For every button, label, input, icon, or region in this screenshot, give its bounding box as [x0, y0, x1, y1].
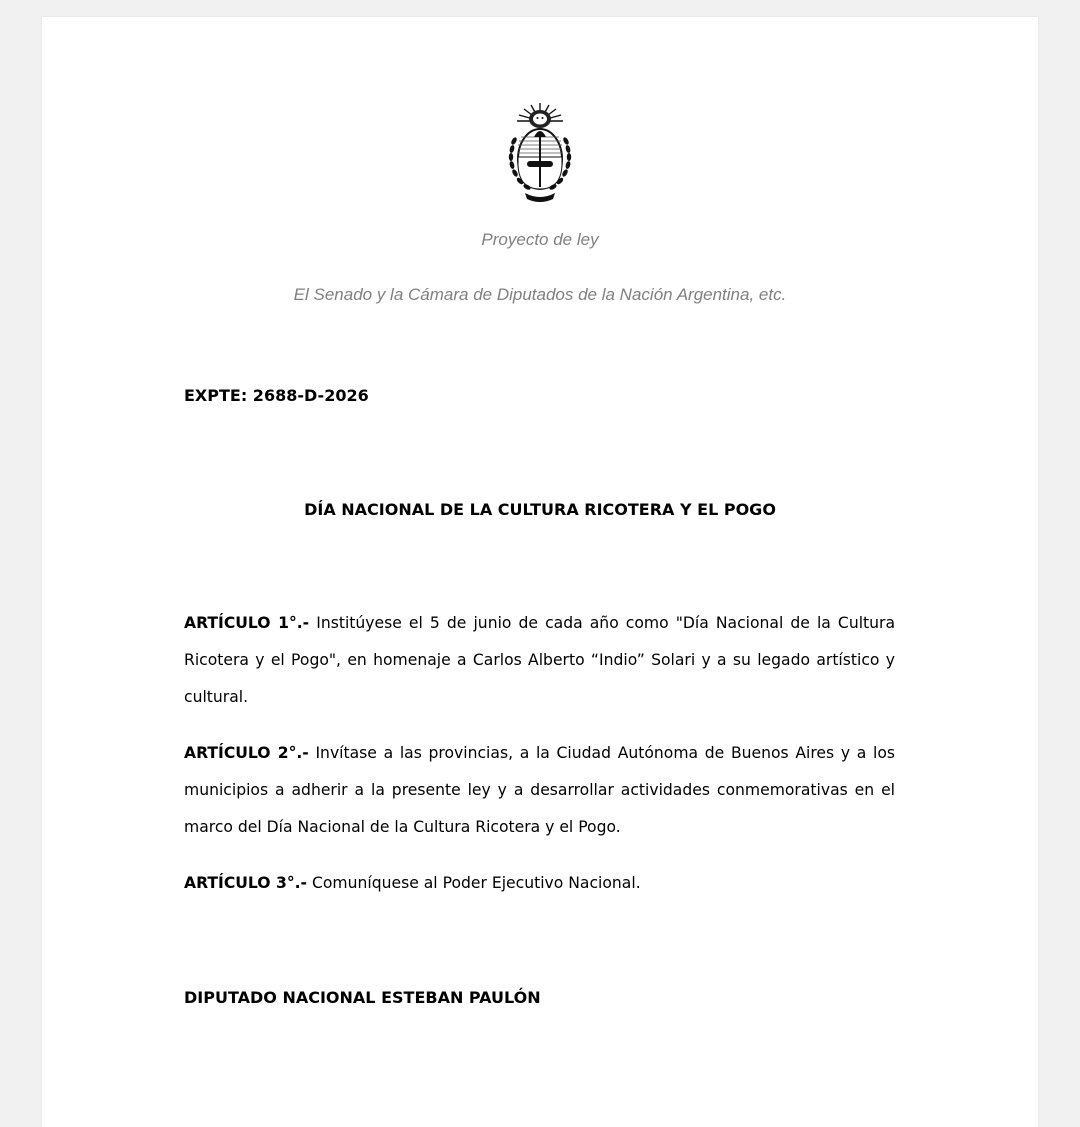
article-1	[184, 605, 895, 716]
coat-of-arms-icon	[503, 97, 577, 209]
article-2	[184, 735, 895, 846]
file-number: EXPTE: 2688-D-2026	[184, 386, 369, 405]
document-type: Proyecto de ley	[481, 230, 599, 249]
enacting-formula: El Senado y la Cámara de Diputados de la Nación Argentina, etc.	[293, 285, 787, 304]
article-text: Invítase a las provincias, a la Ciudad Autónoma de Buenos Aires y a los municipios a adherir a la presente ley y a desarrollar actividades conmemorativas en el marco del Día Nacional de la Cultura Ricotera y el Pogo.	[184, 744, 895, 836]
article-text: Institúyese el 5 de junio de cada año como "Día Nacional de la Cultura Ricotera y el Pogo", en homenaje a Carlos Alberto “Indio” Solari y a su legado artístico y cultural.	[184, 614, 895, 706]
article-label: ARTÍCULO 1°.-	[184, 614, 310, 632]
law-title: DÍA NACIONAL DE LA CULTURA RICOTERA Y EL POGO	[304, 500, 776, 519]
article-label: ARTÍCULO 2°.-	[184, 744, 309, 762]
document-page	[42, 17, 1038, 1127]
article-label: ARTÍCULO 3°.-	[184, 874, 308, 892]
signature: DIPUTADO NACIONAL ESTEBAN PAULÓN	[184, 988, 541, 1007]
article-3	[184, 865, 895, 902]
article-text: Comuníquese al Poder Ejecutivo Nacional.	[307, 874, 641, 892]
